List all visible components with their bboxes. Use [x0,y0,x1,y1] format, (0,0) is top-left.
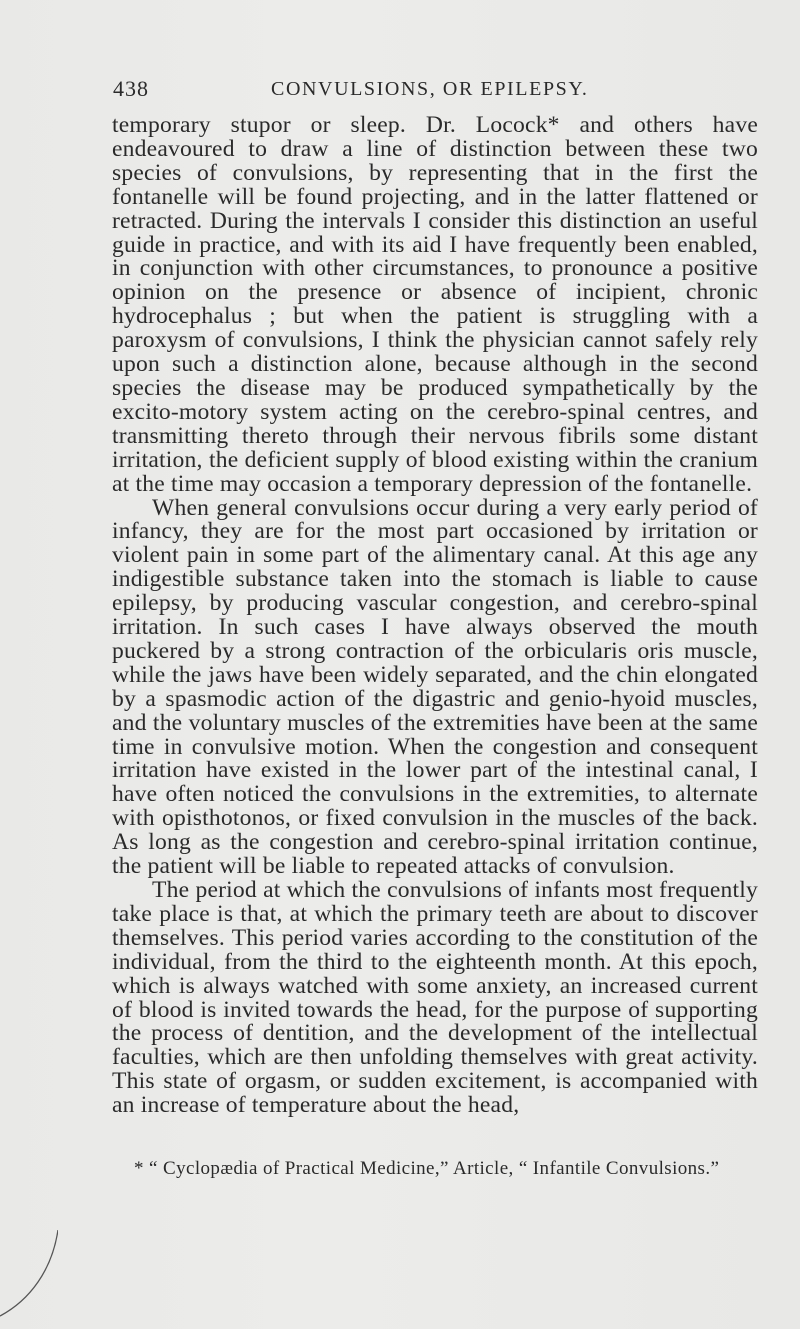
footnote: * “ Cyclopædia of Practical Medicine,” Article, “ Infantile Convulsions.” [134,1158,720,1179]
page-number: 438 [113,76,149,101]
running-head: CONVULSIONS, OR EPILEPSY. [271,78,589,100]
paragraph-infancy-convulsions: When general convulsions occur during a very early period of infancy, they are for the most part occasioned by irritation or violent pain in some part of the alimentary canal. At this age any indigestible substance taken into the stomach is liable to cause epilepsy, by producing vascular congestion, and cerebro-spinal irritation. In such cases I have always observed the mouth puckered by a strong contraction of the orbicularis oris muscle, while the jaws have been widely separated, and the chin elongated by a spasmodic action of the digastric and genio-hyoid muscles, and the voluntary muscles of the extremities have been at the same time in convulsive motion. When the congestion and consequent irritation have existed in the lower part of the intestinal canal, I have often noticed the convulsions in the extremities, to alternate with opisthotonos, or fixed convulsion in the muscles of the back. As long as the congestion and cerebro-spinal irritation continue, the patient will be liable to repeated attacks of convulsion. [112,494,758,880]
page-header [113,76,743,102]
paragraph-dentition-period: The period at which the convulsions of infants most frequently take place is that, at which the primary teeth are about to discover themselves. This period varies according to the constitution of the individual, from the third to the eighteenth month. At this epoch, which is always watched with some anxiety, an increased current of blood is invited towards the head, for the purpose of supporting the process of dentition, and the development of the intellectual faculties, which are then unfolding themselves with great activity. This state of orgasm, or sudden excitement, is accompanied with an increase of temperature about the head, [112,877,758,1119]
body-text [112,114,758,1118]
paragraph-continued: temporary stupor or sleep. Dr. Locock* and others have endeavoured to draw a line of distinction between these two species of convulsions, by representing that in the first the fontanelle will be found projecting, and in the latter flattened or retracted. During the intervals I consider this distinction an useful guide in practice, and with its aid I have frequently been enabled, in conjunction with other circumstances, to pronounce a positive opinion on the presence or absence of incipient, chronic hydrocephalus ; but when the patient is struggling with a paroxysm of convulsions, I think the physician cannot safely rely upon such a distinction alone, because although in the second species the disease may be produced sympathetically by the excito-motory system acting on the cerebro-spinal centres, and transmitting thereto through their nervous fibrils some distant irritation, the deficient supply of blood existing within the cranium at the time may occasion a temporary depression of the fontanelle. [112,112,758,497]
page-edge-mark [0,1230,58,1322]
